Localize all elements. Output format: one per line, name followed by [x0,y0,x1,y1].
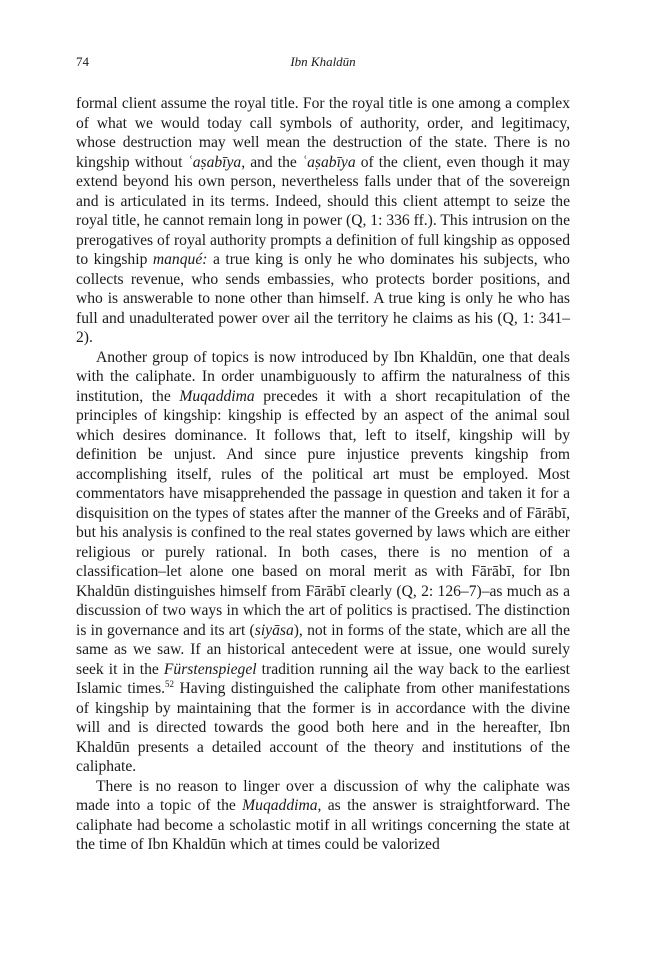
italic-term: Muqaddima, [242,797,322,814]
footnote-reference: 52 [165,678,175,689]
italic-term: ʿaṣabīya, [187,153,246,171]
italic-term: ʿaṣabīya [301,153,356,171]
page-header [76,54,570,74]
italic-term: siyāsa [254,621,294,639]
body-text [76,94,570,855]
paragraph [76,348,570,777]
italic-term: manqué: [152,251,208,268]
text-run: Having distinguished the caliphate from other manifestations of kingship by maintaining that the former is in accordance with the divine will and is directed towards the good both here and in the hereafter, Ibn Khaldūn presents a detailed account of the theory and institutions of the caliphate. [76,680,570,775]
text-run: a true king is only he who dominates his subjects, who collects revenue, who sends embassies, who protects border positions, and who is answerable to none other than himself. A true king is only he who has full and unadulterated power over ail the territory he claims as his (Q, 1: 341–2). [76,251,570,346]
text-run: formal client assume the royal title. For the royal title is one among a complex of what we would today call symbols of authority, order, and legitimacy, whose destruction may well mean the destruction of the state. There is no kingship without [76,95,570,171]
text-run: of the client, even though it may extend beyond his own person, nevertheless falls under that of the sovereign and is articulated in its terms. Indeed, should this client attempt to seize the royal title, he cannot remain long in power (Q, 1: 336 ff.). This intrusion on the prerogatives of royal authority prompts a definition of full kingship as opposed to kingship [76,153,570,268]
text-run: tradition running ail the way back to the earliest Islamic times. [76,660,570,697]
text-run: Another group of topics is now introduced by Ibn Khaldūn, one that deals with the caliphate. In order unambiguously to affirm the naturalness of this institution, the [76,348,570,405]
italic-term: Muqaddima [179,387,255,405]
text-run: as the answer is straightforward. The caliphate had become a scholastic motif in all writings concerning the state at the time of Ibn Khaldūn which at times could be valorized [76,797,570,853]
text-run: precedes it with a short recapitulation of the principles of kingship: kingship is effected by an aspect of the animal soul which desires dominance. It follows that, left to itself, kingship will by definition be unjust. And since pure injustice prevents kingship from accomplishing itself, rules of the political art must be employed. Most commentators have misapprehended the passage in question and taken it for a disquisition on the types of states after the manner of the Greeks and of Fārābī, but his analysis is confined to the real states governed by laws which are either religious or purely rational. In both cases, there is no mention of a classification–let alone one based on moral merit as with Fārābī, for Ibn Khaldūn distinguishes himself from Fārābī clearly (Q, 2: 126–7)–as much as a discussion of two ways in which the art of politics is practised. The distinction is in governance and its art ( [76,387,570,639]
page-number: 74 [76,54,89,69]
paragraph [76,777,570,855]
running-head: Ibn Khaldūn [290,54,356,69]
paragraph [76,94,570,348]
italic-term: Fürstenspiegel [163,660,257,678]
text-run: ), not in forms of the state, which are all the same as we saw. If an historical antecedent were at issue, one would surely seek it in the [76,621,570,678]
text-run: There is no reason to linger over a discussion of why the caliphate was made into a topic of the [76,777,570,814]
text-run: and the [245,153,302,171]
